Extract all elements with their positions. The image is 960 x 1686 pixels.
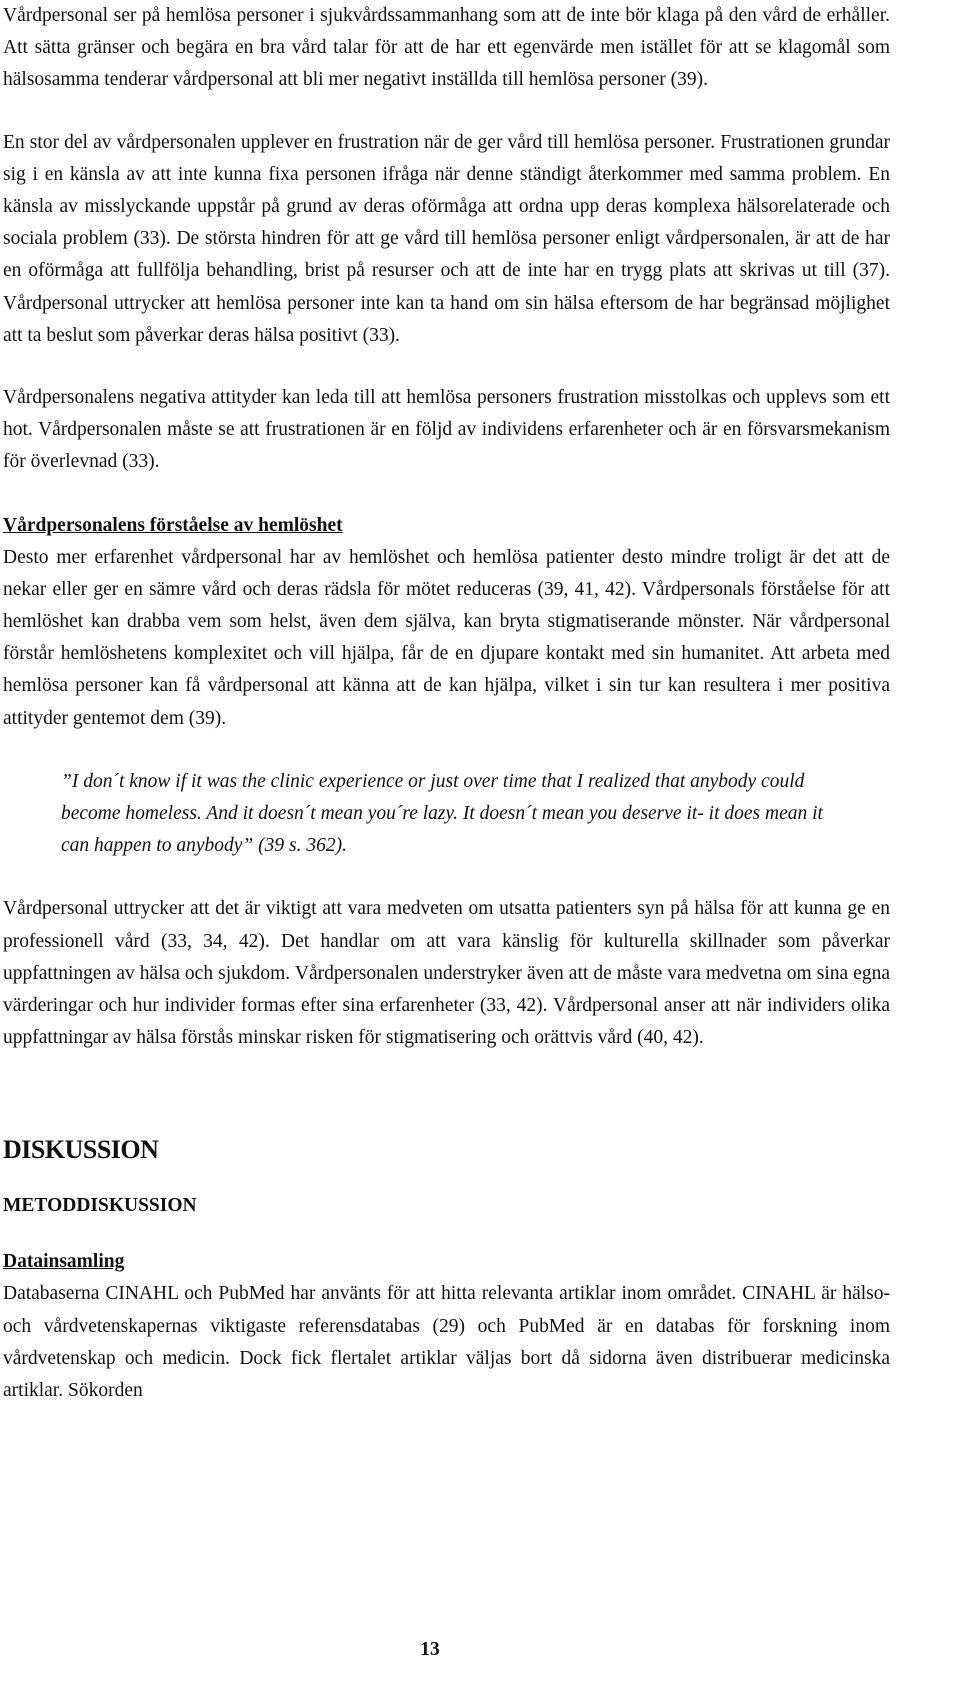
quote-block: ”I don´t know if it was the clinic experience or just over time that I realized that anybody could become homeless. And it doesn´t mean you´re lazy. It doesn´t mean you deserve it- it does mean it can happen to anybody” (39 s. 362). [61, 770, 823, 857]
subheading-vardpersonalens-forstaelse: Vårdpersonalens förståelse av hemlöshet [3, 514, 343, 536]
heading-metoddiskussion: METODDISKUSSION [3, 1195, 197, 1217]
paragraph-4: Desto mer erfarenhet vårdpersonal har av hemlöshet och hemlösa patienter desto mindre troligt är det att de nekar eller ger en sämre vård och deras rädsla för mötet reduceras (39, 41, 42). Vårdpersonals förståelse för att hemlöshet kan drabba vem som helst, även dem själva, kan bryta stigmatiserande mönster. När vårdpersonal förstår hemlöshetens komplexitet och vill hjälpa, får de en djupare kontakt med sin humanitet. Att arbeta med hemlösa personer kan få vårdpersonal att känna att de kan hjälpa, vilket i sin tur kan resultera i mer positiva attityder gentemot dem (39). [3, 546, 890, 729]
heading-diskussion: DISKUSSION [3, 1135, 159, 1165]
subheading-datainsamling: Datainsamling [3, 1251, 125, 1273]
paragraph-6: Databaserna CINAHL och PubMed har använts för att hitta relevanta artiklar inom området. CINAHL är hälso- och vårdvetenskapernas viktigaste referensdatabas (29) och PubMed är en databas för forskning inom vårdvetenskap och medicin. Dock fick flertalet artiklar väljas bort då sidorna även distribuerar medicinska artiklar. Sökorden [3, 1283, 890, 1402]
page-number: 13 [420, 1639, 440, 1660]
paragraph-2: En stor del av vårdpersonalen upplever en frustration när de ger vård till hemlösa personer. Frustrationen grundar sig i en känsla av att inte kunna fixa personen ifråga när denne ständigt återkommer med samma problem. En känsla av misslyckande uppstår på grund av deras oförmåga att ordna upp deras komplexa hälsorelaterade och sociala problem (33). De största hindren för att ge vård till hemlösa personer enligt vårdpersonalen, är att de har en oförmåga att fullfölja behandling, brist på resurser och att de inte har en trygg plats att skrivas ut till (37). Vårdpersonal uttrycker att hemlösa personer inte kan ta hand om sin hälsa eftersom de har begränsad möjlighet att ta beslut som påverkar deras hälsa positivt (33). [3, 131, 890, 346]
page-content [3, 0, 890, 1407]
paragraph-5: Vårdpersonal uttrycker att det är viktigt att vara medveten om utsatta patienters syn på hälsa för att kunna ge en professionell vård (33, 34, 42). Det handlar om att vara känslig för kulturella skillnader som påverkar uppfattningen av hälsa och sjukdom. Vårdpersonalen understryker även att de måste vara medvetna om sina egna värderingar och hur individer formas efter sina erfarenheter (33, 42). Vårdpersonal anser att när individers olika uppfattningar av hälsa förstås minskar risken för stigmatisering och orättvis vård (40, 42). [3, 898, 890, 1049]
paragraph-1: Vårdpersonal ser på hemlösa personer i sjukvårdssammanhang som att de inte bör klaga på den vård de erhåller. Att sätta gränser och begära en bra vård talar för att de har ett egenvärde men istället för att se klagomål som hälsosamma tenderar vårdpersonal att bli mer negativt inställda till hemlösa personer (39). [3, 5, 890, 91]
paragraph-3: Vårdpersonalens negativa attityder kan leda till att hemlösa personers frustration misstolkas och upplevs som ett hot. Vårdpersonalen måste se att frustrationen är en följd av individens erfarenheter och är en försvarsmekanism för överlevnad (33). [3, 387, 890, 473]
